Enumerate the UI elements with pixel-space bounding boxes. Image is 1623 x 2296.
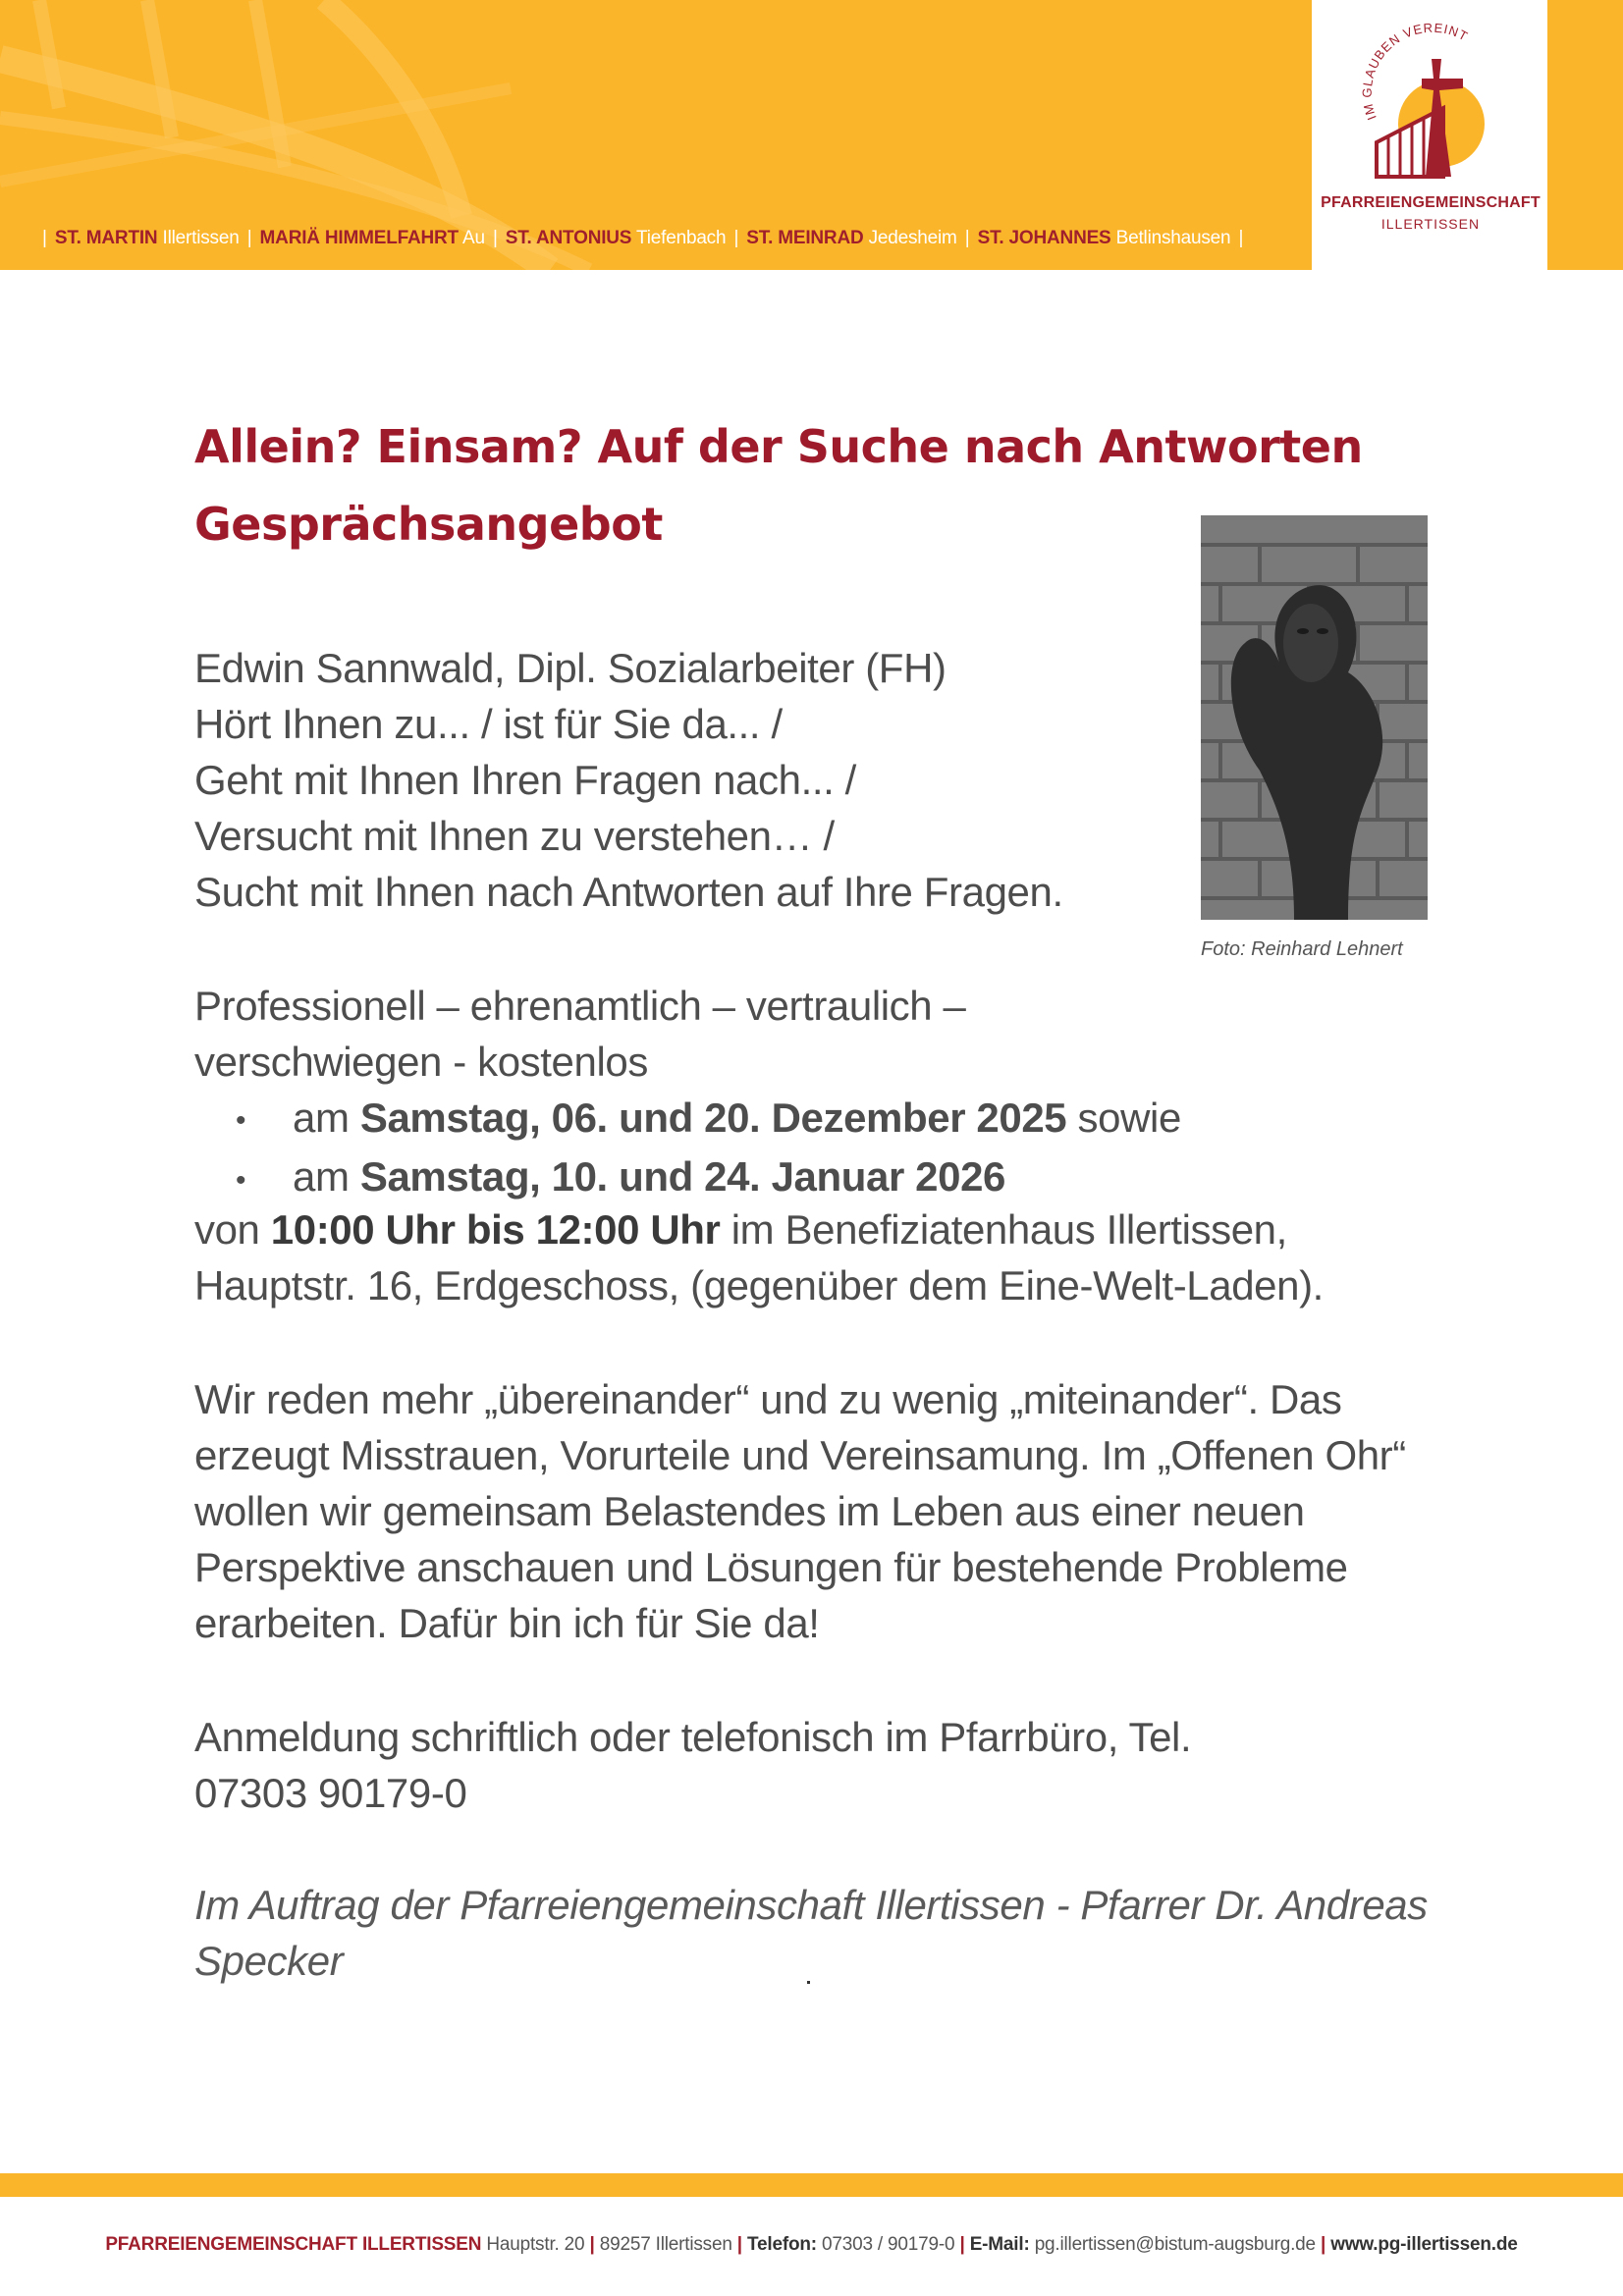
description-text (194, 1371, 1406, 1651)
parish-place: Illertissen (162, 228, 240, 248)
footer-bar (0, 2173, 1623, 2197)
parish-place: Jedesheim (868, 228, 957, 248)
intro-line: Geht mit Ihnen Ihren Fragen nach... / (194, 757, 856, 803)
logo (1316, 0, 1545, 270)
bullet-icon: • (236, 1163, 246, 1197)
time-place-text: von 10:00 Uhr bis 12:00 Uhr im Benefiziatenhaus Illertissen, Hauptstr. 16, Erdgeschoss, (gegenüber dem Eine-Welt-Laden). (194, 1201, 1324, 1313)
footer-email-label: E-Mail: (969, 2234, 1030, 2255)
date-list (236, 1090, 1181, 1208)
description-line: Wir reden mehr „übereinander“ und zu wenig „miteinander“. Das (194, 1376, 1342, 1422)
signature-text (194, 1877, 1428, 1989)
intro-line: Hört Ihnen zu... / ist für Sie da... / (194, 701, 783, 747)
logo-name: PFARREIENGEMEINSCHAFT (1321, 194, 1541, 211)
parish-bar: | ST. MARTIN Illertissen | MARIÄ HIMMELFAHRT Au | ST. ANTONIUS Tiefenbach | ST. MEINRAD Jedesheim | ST. JOHANNES Betlinshausen | (42, 228, 1244, 248)
description-line: wollen wir gemeinsam Belastendes im Leben aus einer neuen (194, 1488, 1305, 1534)
bullet-icon: • (236, 1104, 246, 1138)
stray-dot (807, 1981, 810, 1984)
page-subtitle: Gesprächsangebot (194, 498, 663, 551)
footer-web-link[interactable]: www.pg-illertissen.de (1330, 2234, 1518, 2255)
time-value: 10:00 Uhr bis 12:00 Uhr (270, 1206, 721, 1253)
footer-address: Hauptstr. 20 (486, 2234, 585, 2255)
footer-email-link[interactable]: pg.illertissen@bistum-augsburg.de (1034, 2234, 1316, 2255)
footer-phone-label: Telefon: (747, 2234, 817, 2255)
photo-credit: Foto: Reinhard Lehnert (1201, 938, 1403, 960)
footer-phone: 07303 / 90179-0 (821, 2234, 955, 2255)
parish-saint: ST. MARTIN (54, 228, 158, 248)
parish-place: Tiefenbach (636, 228, 727, 248)
description-line: erzeugt Misstrauen, Vorurteile und Vereinsamung. Im „Offenen Ohr“ (194, 1432, 1406, 1478)
registration-text (194, 1709, 1191, 1821)
registration-phone: 07303 90179-0 (194, 1770, 467, 1816)
features-text (194, 978, 965, 1090)
features-line: verschwiegen - kostenlos (194, 1039, 648, 1085)
signature-line: Im Auftrag der Pfarreiengemeinschaft Illertissen - Pfarrer Dr. Andreas (194, 1882, 1428, 1928)
parish-saint: ST. MEINRAD (746, 228, 864, 248)
parish-place: Au (462, 228, 485, 248)
intro-line: Sucht mit Ihnen nach Antworten auf Ihre Fragen. (194, 869, 1063, 915)
sculpture-photo (1201, 515, 1428, 920)
svg-text:IM GLAUBEN VEREINT: IM GLAUBEN VEREINT (1359, 20, 1471, 123)
parish-saint: MARIÄ HIMMELFAHRT (259, 228, 459, 248)
registration-line: Anmeldung schriftlich oder telefonisch im Pfarrbüro, Tel. (194, 1714, 1192, 1760)
header-banner (0, 0, 1312, 270)
address-line: Hauptstr. 16, Erdgeschoss, (gegenüber dem Eine-Welt-Laden). (194, 1262, 1324, 1308)
description-line: Perspektive anschauen und Lösungen für bestehende Probleme (194, 1544, 1348, 1590)
date-item: • am Samstag, 10. und 24. Januar 2026 (236, 1148, 1181, 1207)
date-item: • am Samstag, 06. und 20. Dezember 2025 sowie (236, 1090, 1181, 1148)
signature-line: Specker (194, 1938, 344, 1984)
parish-place: Betlinshausen (1115, 228, 1231, 248)
intro-text (194, 640, 1063, 920)
description-line: erarbeiten. Dafür bin ich für Sie da! (194, 1600, 820, 1646)
parish-saint: ST. JOHANNES (977, 228, 1111, 248)
footer-city: 89257 Illertissen (599, 2234, 732, 2255)
features-line: Professionell – ehrenamtlich – vertraulich – (194, 983, 966, 1029)
sculpture-image (1201, 515, 1428, 920)
header-right-strip (1547, 0, 1623, 270)
footer-contact: PFARREIENGEMEINSCHAFT ILLERTISSEN Hauptstr. 20 | 89257 Illertissen | Telefon: 07303 / 90179-0 | E-Mail: pg.illertissen@bistum-augsburg.de | www.pg-illertissen.de (105, 2234, 1518, 2255)
church-logo-icon (1316, 0, 1545, 196)
date-value: Samstag, 06. und 20. Dezember 2025 (359, 1095, 1067, 1141)
parish-saint: ST. ANTONIUS (505, 228, 632, 248)
intro-line: Edwin Sannwald, Dipl. Sozialarbeiter (FH) (194, 645, 947, 691)
intro-line: Versucht mit Ihnen zu verstehen… / (194, 813, 835, 859)
logo-subtitle: ILLERTISSEN (1380, 216, 1481, 232)
date-value: Samstag, 10. und 24. Januar 2026 (359, 1153, 1006, 1201)
footer-org: PFARREIENGEMEINSCHAFT ILLERTISSEN (105, 2234, 482, 2255)
page-title: Allein? Einsam? Auf der Suche nach Antworten (194, 420, 1363, 473)
